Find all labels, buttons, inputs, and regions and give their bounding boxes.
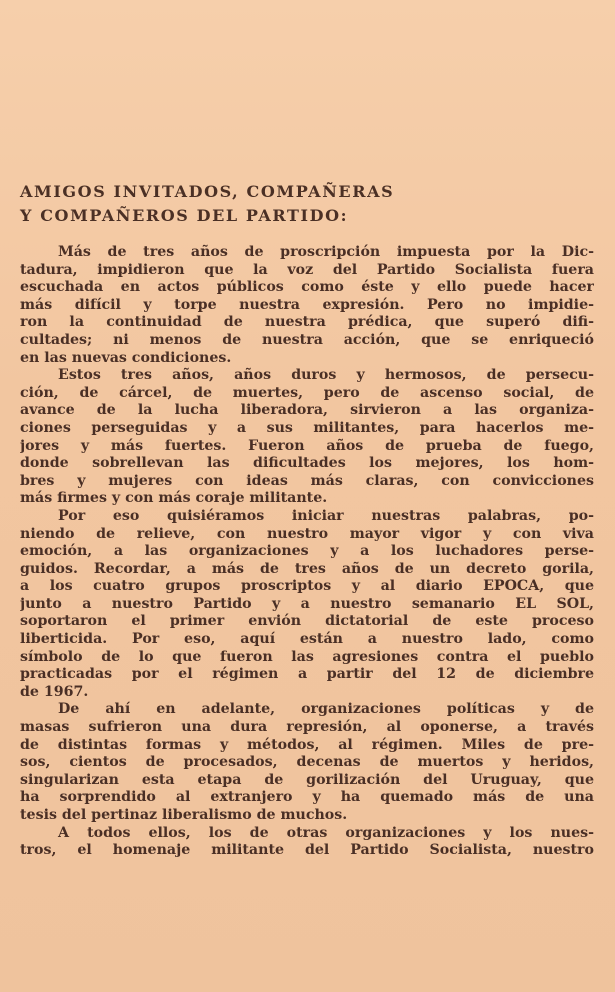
text-line: ción, de cárcel, de muertes, pero de ascenso social, de [20,384,594,401]
text-line: símbolo de lo que fueron las agresiones contra el pueblo [20,648,594,665]
text-line: tros, el homenaje militante del Partido Socialista, nuestro [20,842,594,859]
text-line: liberticida. Por eso, aquí están a nuestro lado, como [20,631,594,648]
text-line: a los cuatro grupos proscriptos y al diario EPOCA, que [20,578,594,595]
text-line: avance de la lucha liberadora, sirvieron a las organiza- [20,402,594,419]
text-line: soportaron el primer envión dictatorial de este proceso [20,613,594,630]
text-line: practicadas por el régimen a partir del 12 de diciembre [20,666,594,683]
text-line: Estos tres años, años duros y hermosos, de persecu- [58,367,594,384]
text-line: donde sobrellevan las dificultades los mejores, los hom- [20,455,594,472]
text-line: Por eso quisiéramos iniciar nuestras palabras, po- [58,507,594,524]
text-line: de 1967. [20,683,89,700]
text-line: sos, cientos de procesados, decenas de muertos y heridos, [20,754,594,771]
text-line: tesis del pertinaz liberalismo de muchos. [20,807,348,823]
heading-line-1: AMIGOS INVITADOS, COMPAÑERAS [20,182,395,201]
text-line: jores y más fuertes. Fueron años de prueba de fuego, [20,437,594,454]
text-line: guidos. Recordar, a más de tres años de un decreto gorila, [20,560,594,577]
text-line: tadura, impidieron que la voz del Partido Socialista fuera [20,261,594,278]
salutation-heading [20,180,394,228]
text-line: A todos ellos, los de otras organizaciones y los nues- [58,824,594,841]
text-line: en las nuevas condiciones. [20,349,232,366]
text-line: De ahí en adelante, organizaciones políticas y de [58,701,594,718]
text-line: más firmes y con más coraje militante. [20,490,328,507]
text-line: junto a nuestro Partido y a nuestro semanario EL SOL, [20,595,594,612]
text-line: de distintas formas y métodos, al régimen. Miles de pre- [20,736,594,753]
text-line: niendo de relieve, con nuestro mayor vigor y con viva [20,525,594,542]
text-line: ha sorprendido al extranjero y ha quemado más de una [20,789,594,806]
text-line: escuchada en actos públicos como éste y ello puede hacer [20,279,594,296]
text-line: singularizan esta etapa de gorilización del Uruguay, que [20,771,594,788]
text-line: ron la continuidad de nuestra prédica, que superó difi- [20,314,594,331]
text-line: bres y mujeres con ideas más claras, con convicciones [20,472,594,489]
text-line: ciones perseguidas y a sus militantes, para hacerlos me- [20,419,594,436]
speech-body [20,244,594,860]
heading-line-2: Y COMPAÑEROS DEL PARTIDO: [20,206,349,225]
text-line: Más de tres años de proscripción impuesta por la Dic- [58,244,594,260]
text-line: más difícil y torpe nuestra expresión. Pero no impidie- [20,296,594,313]
text-line: masas sufrieron una dura represión, al oponerse, a través [20,719,594,736]
text-line: emoción, a las organizaciones y a los luchadores perse- [20,543,594,560]
text-line: cultades; ni menos de nuestra acción, que se enriqueció [20,331,594,348]
